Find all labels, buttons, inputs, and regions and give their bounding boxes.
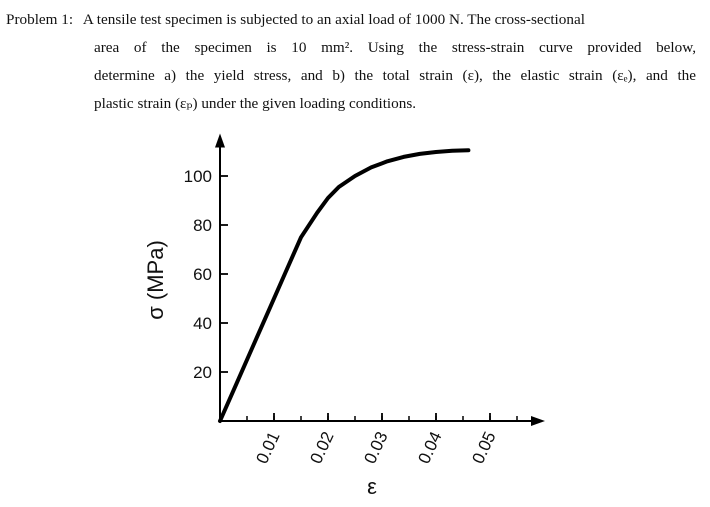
problem-line-1: A tensile test specimen is subjected to an axial load of 1000 N. The cross-sectional xyxy=(82,11,585,28)
problem-line-4: plastic strain (εₚ) under the given loading conditions. xyxy=(94,95,417,112)
x-tick-label-0.05: 0.05 xyxy=(468,428,500,467)
y-tick-label-100: 100 xyxy=(183,167,212,186)
problem-line-3: determine a) the yield stress, and b) the total strain (ε), the elastic strain (εₑ), and the xyxy=(94,67,696,84)
x-tick-label-0.02: 0.02 xyxy=(306,428,338,467)
x-tick-label-0.01: 0.01 xyxy=(252,428,284,467)
y-axis-title: σ (MPa) xyxy=(143,240,168,320)
stress-strain-curve xyxy=(220,150,468,421)
y-axis-arrow xyxy=(215,134,225,148)
y-tick-label-60: 60 xyxy=(193,265,212,284)
y-tick-label-20: 20 xyxy=(193,363,212,382)
x-axis-arrow xyxy=(531,416,545,426)
x-axis-title: ε xyxy=(367,474,377,499)
x-tick-label-0.04: 0.04 xyxy=(414,428,446,467)
problem-label: Problem 1: xyxy=(6,11,74,28)
y-tick-label-80: 80 xyxy=(193,216,212,235)
y-tick-label-40: 40 xyxy=(193,314,212,333)
x-tick-label-0.03: 0.03 xyxy=(360,428,392,467)
problem-line-2: area of the specimen is 10 mm². Using the stress-strain curve provided below, xyxy=(94,39,696,56)
